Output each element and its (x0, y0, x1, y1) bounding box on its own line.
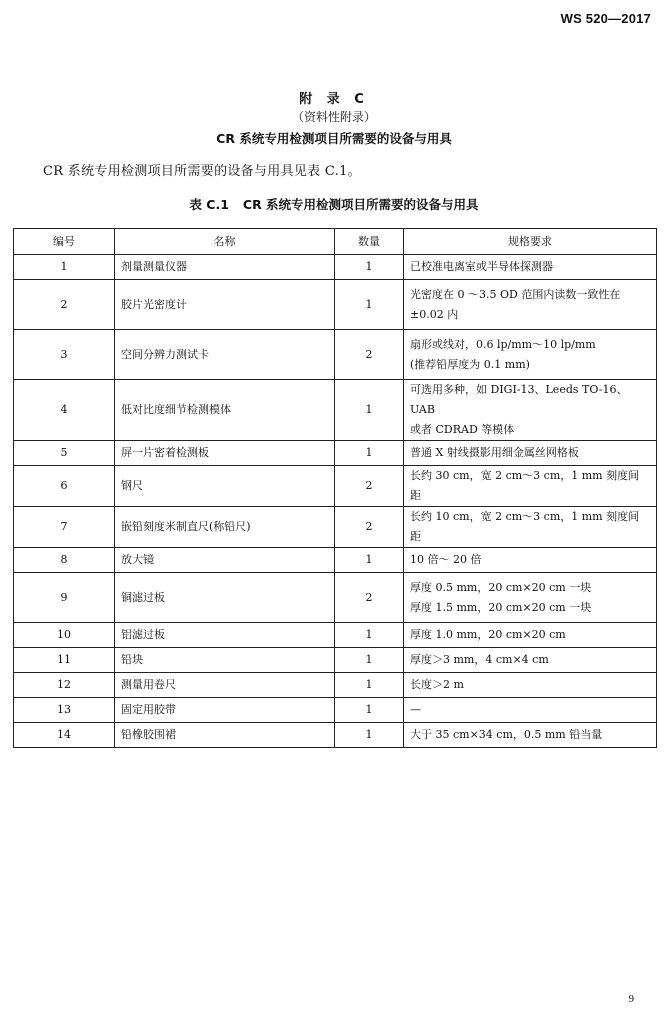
cell-quantity: 2 (335, 466, 404, 507)
equipment-table (13, 228, 657, 748)
cell-name: 放大镜 (115, 548, 335, 573)
spec-line: 厚度 1.5 mm，20 cm×20 cm 一块 (410, 600, 592, 614)
cell-name: 剂量测量仪器 (115, 255, 335, 280)
table-body (14, 255, 657, 748)
cell-number: 11 (14, 648, 115, 673)
spec-line: 扇形或线对，0.6 lp/mm～10 lp/mm (410, 337, 596, 351)
intro-paragraph: CR 系统专用检测项目所需要的设备与用具见表 C.1。 (43, 164, 361, 179)
cell-number: 13 (14, 698, 115, 723)
spec-line: 厚度＞3 mm，4 cm×4 cm (410, 653, 549, 666)
annex-heading: CR 系统专用检测项目所需要的设备与用具 (216, 131, 452, 146)
cell-name: 铅橡胶围裙 (115, 723, 335, 748)
cell-name: 铝滤过板 (115, 623, 335, 648)
cell-specification (404, 723, 657, 748)
cell-quantity: 1 (335, 255, 404, 280)
table-row (14, 466, 657, 507)
spec-line: 大于 35 cm×34 cm，0.5 mm 铅当量 (410, 728, 603, 741)
cell-number: 12 (14, 673, 115, 698)
cell-name: 胶片光密度计 (115, 280, 335, 330)
spec-line: 或者 CDRAD 等模体 (410, 423, 515, 436)
cell-number: 6 (14, 466, 115, 507)
cell-specification (404, 573, 657, 623)
cell-quantity: 1 (335, 280, 404, 330)
table-row (14, 723, 657, 748)
cell-specification (404, 280, 657, 330)
cell-quantity: 1 (335, 548, 404, 573)
table-row (14, 255, 657, 280)
cell-number: 8 (14, 548, 115, 573)
spec-line: 厚度 1.0 mm，20 cm×20 cm (410, 628, 566, 641)
header-name: 名称 (115, 229, 335, 255)
cell-name: 嵌铅刻度米制直尺(称铅尺) (115, 507, 335, 548)
spec-line: 长约 10 cm，宽 2 cm～3 cm，1 mm 刻度间距 (410, 510, 640, 543)
header-specification: 规格要求 (404, 229, 657, 255)
cell-number: 5 (14, 441, 115, 466)
cell-number: 10 (14, 623, 115, 648)
cell-name: 测量用卷尺 (115, 673, 335, 698)
table-caption-title: CR 系统专用检测项目所需要的设备与用具 (242, 197, 479, 212)
annex-title: 附 录 C (299, 92, 369, 107)
cell-number: 2 (14, 280, 115, 330)
cell-quantity: 1 (335, 380, 404, 441)
cell-number: 7 (14, 507, 115, 548)
table-caption-number: 表 C.1 (189, 197, 229, 212)
page-number: 9 (628, 993, 634, 1005)
cell-name: 固定用胶带 (115, 698, 335, 723)
spec-line: 已校准电离室或半导体探测器 (410, 260, 553, 273)
cell-quantity: 1 (335, 673, 404, 698)
spec-line: 普通 X 射线摄影用细金属丝网格板 (410, 446, 579, 459)
cell-number: 1 (14, 255, 115, 280)
spec-line: 可选用多种，如 DIGI-13、Leeds TO-16、UAB (410, 383, 628, 416)
cell-specification (404, 698, 657, 723)
spec-line: 厚度 0.5 mm，20 cm×20 cm 一块 (410, 580, 592, 594)
cell-name: 低对比度细节检测模体 (115, 380, 335, 441)
table-row (14, 330, 657, 380)
cell-specification (404, 673, 657, 698)
spec-line: 长度＞2 m (410, 678, 464, 691)
cell-quantity: 1 (335, 723, 404, 748)
cell-number: 4 (14, 380, 115, 441)
table-row (14, 280, 657, 330)
table-row (14, 623, 657, 648)
spec-line: (推荐铅厚度为 0.1 mm) (410, 357, 530, 371)
cell-quantity: 2 (335, 330, 404, 380)
annex-note: （资料性附录） (291, 110, 376, 124)
header-number: 编号 (14, 229, 115, 255)
cell-name: 铜滤过板 (115, 573, 335, 623)
cell-quantity: 1 (335, 623, 404, 648)
cell-quantity: 1 (335, 648, 404, 673)
cell-specification (404, 330, 657, 380)
cell-quantity: 2 (335, 573, 404, 623)
cell-quantity: 1 (335, 441, 404, 466)
cell-name: 空间分辨力测试卡 (115, 330, 335, 380)
table-row (14, 698, 657, 723)
cell-specification (404, 623, 657, 648)
cell-specification (404, 380, 657, 441)
table-row (14, 380, 657, 441)
cell-specification (404, 441, 657, 466)
cell-name: 铅块 (115, 648, 335, 673)
table-row (14, 673, 657, 698)
standard-number: WS 520—2017 (560, 11, 651, 26)
spec-line: ±0.02 内 (410, 307, 459, 321)
spec-line: 光密度在 0 ～3.5 OD 范围内读数一致性在 (410, 287, 621, 301)
cell-specification (404, 507, 657, 548)
cell-specification (404, 255, 657, 280)
spec-line: — (410, 703, 421, 716)
table-row (14, 548, 657, 573)
cell-name: 屏一片密着检测板 (115, 441, 335, 466)
table-row (14, 573, 657, 623)
table-caption (0, 195, 668, 213)
cell-quantity: 2 (335, 507, 404, 548)
spec-line: 10 倍～ 20 倍 (410, 553, 482, 566)
cell-specification (404, 466, 657, 507)
cell-number: 14 (14, 723, 115, 748)
cell-number: 3 (14, 330, 115, 380)
header-quantity: 数量 (335, 229, 404, 255)
table-row (14, 648, 657, 673)
table-header-row (14, 229, 657, 255)
cell-specification (404, 548, 657, 573)
cell-quantity: 1 (335, 698, 404, 723)
spec-line: 长约 30 cm，宽 2 cm～3 cm，1 mm 刻度间距 (410, 469, 640, 502)
cell-name: 钢尺 (115, 466, 335, 507)
cell-number: 9 (14, 573, 115, 623)
table-row (14, 441, 657, 466)
table-row (14, 507, 657, 548)
cell-specification (404, 648, 657, 673)
